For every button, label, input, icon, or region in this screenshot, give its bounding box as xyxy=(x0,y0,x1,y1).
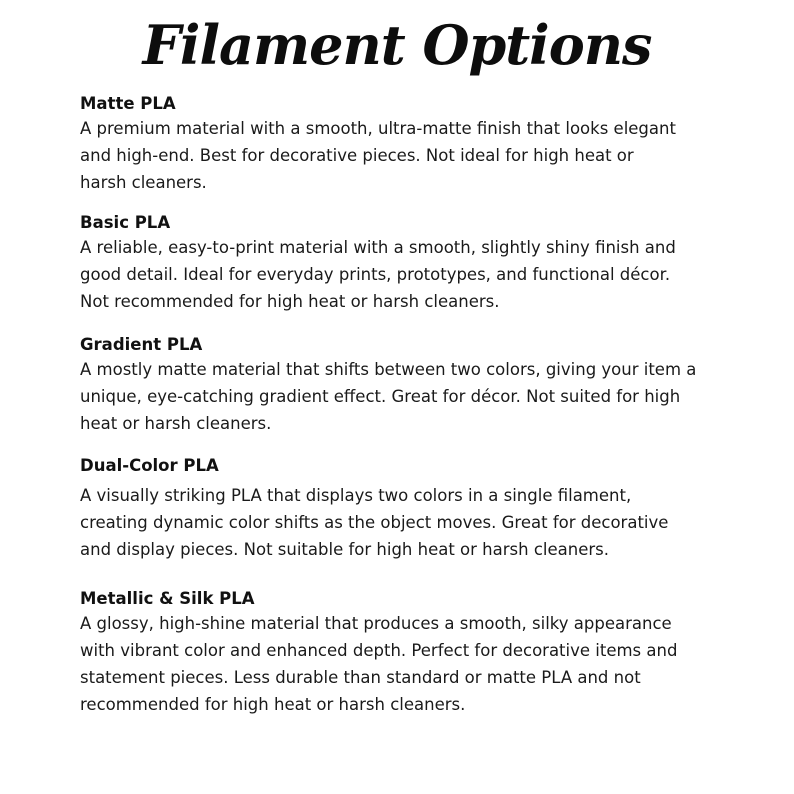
description-line: with vibrant color and enhanced depth. Perfect for decorative items and xyxy=(80,641,678,660)
section-description xyxy=(80,115,740,196)
section-heading: Basic PLA xyxy=(80,213,171,232)
section-description xyxy=(80,356,740,437)
section-metallic-silk-pla xyxy=(80,588,740,718)
description-line: harsh cleaners. xyxy=(80,173,207,192)
section-heading: Dual-Color PLA xyxy=(80,456,219,475)
page-title: Filament Options xyxy=(142,13,652,77)
description-line: and display pieces. Not suitable for high heat or harsh cleaners. xyxy=(80,540,609,559)
description-line: A mostly matte material that shifts between two colors, giving your item a xyxy=(80,360,697,379)
description-line: Not recommended for high heat or harsh cleaners. xyxy=(80,292,500,311)
description-line: heat or harsh cleaners. xyxy=(80,414,272,433)
description-line: A visually striking PLA that displays two colors in a single filament, xyxy=(80,486,632,505)
description-line: creating dynamic color shifts as the object moves. Great for decorative xyxy=(80,513,669,532)
section-heading: Metallic & Silk PLA xyxy=(80,589,255,608)
section-heading: Matte PLA xyxy=(80,94,176,113)
section-description xyxy=(80,610,740,718)
section-heading: Gradient PLA xyxy=(80,335,203,354)
description-line: and high-end. Best for decorative pieces. Not ideal for high heat or xyxy=(80,146,634,165)
section-matte-pla xyxy=(80,93,740,196)
section-description xyxy=(80,234,740,315)
description-line: A premium material with a smooth, ultra-matte finish that looks elegant xyxy=(80,119,676,138)
description-line: good detail. Ideal for everyday prints, prototypes, and functional décor. xyxy=(80,265,671,284)
description-line: A glossy, high-shine material that produces a smooth, silky appearance xyxy=(80,614,672,633)
description-line: recommended for high heat or harsh cleaners. xyxy=(80,695,466,714)
section-dual-color-pla xyxy=(80,455,740,563)
description-line: statement pieces. Less durable than standard or matte PLA and not xyxy=(80,668,641,687)
section-gradient-pla xyxy=(80,334,740,437)
section-description xyxy=(80,482,740,563)
description-line: unique, eye-catching gradient effect. Great for décor. Not suited for high xyxy=(80,387,681,406)
section-basic-pla xyxy=(80,212,740,315)
description-line: A reliable, easy-to-print material with a smooth, slightly shiny finish and xyxy=(80,238,676,257)
